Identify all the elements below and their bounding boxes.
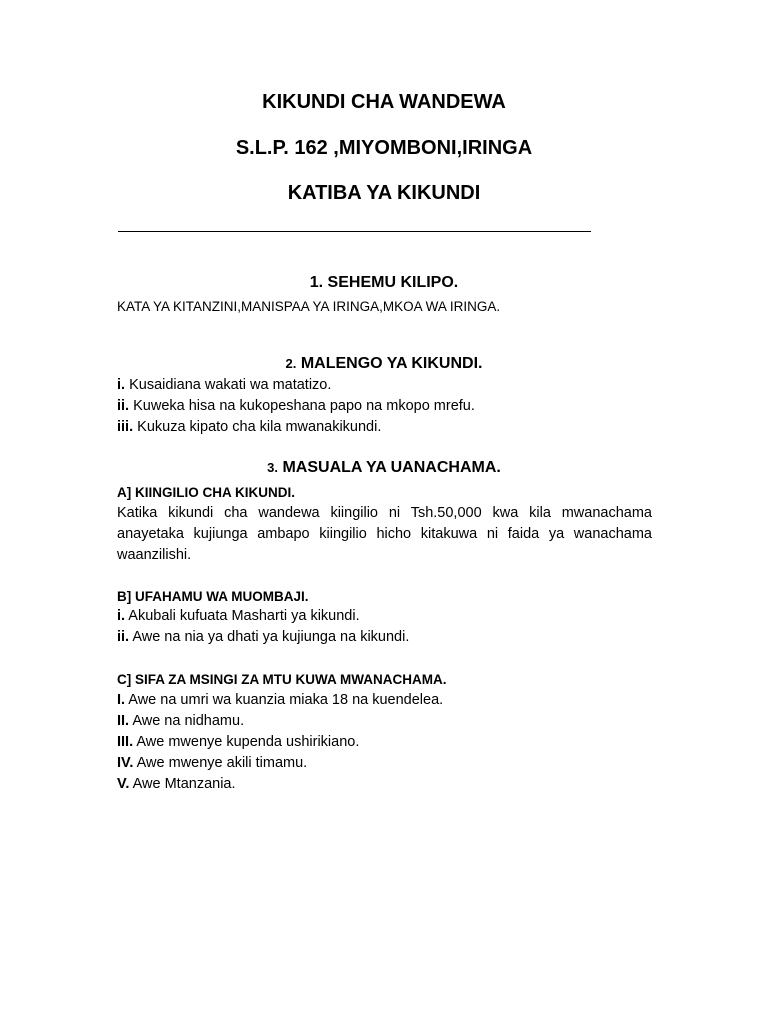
list-item — [117, 732, 359, 753]
subsection-a-paragraph: Katika kikundi cha wandewa kiingilio ni Tsh.50,000 kwa kila mwanachama anayetaka kujiunga ambapo kiingilio hicho kitakuwa ni faida ya wanachama waanzilishi. — [117, 505, 652, 563]
list-text: Awe mwenye kupenda ushirikiano. — [136, 734, 360, 750]
section2-number: 2. — [285, 356, 297, 371]
section3-heading — [0, 459, 768, 477]
list-text: Akubali kufuata Masharti ya kikundi. — [128, 608, 360, 624]
list-item — [117, 606, 360, 627]
list-marker: i. — [117, 608, 126, 624]
section3-number: 3. — [267, 460, 278, 475]
subsection-b-heading: B] UFAHAMU WA MUOMBAJI. — [117, 589, 309, 604]
list-item — [117, 753, 307, 774]
subsection-a-heading: A] KIINGILIO CHA KIKUNDI. — [117, 485, 295, 500]
list-marker: ii. — [117, 398, 130, 414]
list-marker: V. — [117, 776, 130, 792]
subsection-c-heading: C] SIFA ZA MSINGI ZA MTU KUWA MWANACHAMA. — [117, 672, 447, 687]
address-line: S.L.P. 162 ,MIYOMBONI,IRINGA — [235, 137, 533, 159]
section2-title: MALENGO YA KIKUNDI. — [300, 355, 483, 372]
list-item — [117, 627, 409, 648]
section3-title: MASUALA YA UANACHAMA. — [282, 459, 501, 476]
list-item — [117, 375, 331, 396]
list-text: Kusaidiana wakati wa matatizo. — [129, 377, 332, 393]
list-item — [117, 690, 443, 711]
section1-text: KATA YA KITANZINI,MANISPAA YA IRINGA,MKOA WA IRINGA. — [117, 299, 501, 314]
section1-heading: 1. SEHEMU KILIPO. — [309, 274, 459, 291]
list-marker: III. — [117, 734, 134, 750]
document-title: KATIBA YA KIKUNDI — [287, 182, 481, 204]
list-item — [117, 711, 244, 732]
list-text: Awe Mtanzania. — [132, 776, 236, 792]
list-marker: i. — [117, 377, 126, 393]
list-marker: II. — [117, 713, 130, 729]
list-text: Awe na nia ya dhati ya kujiunga na kikundi. — [132, 629, 410, 645]
list-text: Kukuza kipato cha kila mwanakikundi. — [137, 419, 382, 435]
list-text: Awe na nidhamu. — [132, 713, 245, 729]
list-marker: I. — [117, 692, 126, 708]
list-item — [117, 396, 475, 417]
list-text: Awe na umri wa kuanzia miaka 18 na kuendelea. — [128, 692, 444, 708]
list-marker: iii. — [117, 419, 134, 435]
list-text: Awe mwenye akili timamu. — [136, 755, 308, 771]
list-marker: IV. — [117, 755, 134, 771]
list-item — [117, 417, 381, 438]
section2-heading — [0, 355, 768, 373]
list-text: Kuweka hisa na kukopeshana papo na mkopo mrefu. — [133, 398, 475, 414]
title-divider — [118, 231, 591, 232]
list-marker: ii. — [117, 629, 130, 645]
list-item — [117, 774, 236, 795]
group-name-title: KIKUNDI CHA WANDEWA — [262, 91, 506, 113]
